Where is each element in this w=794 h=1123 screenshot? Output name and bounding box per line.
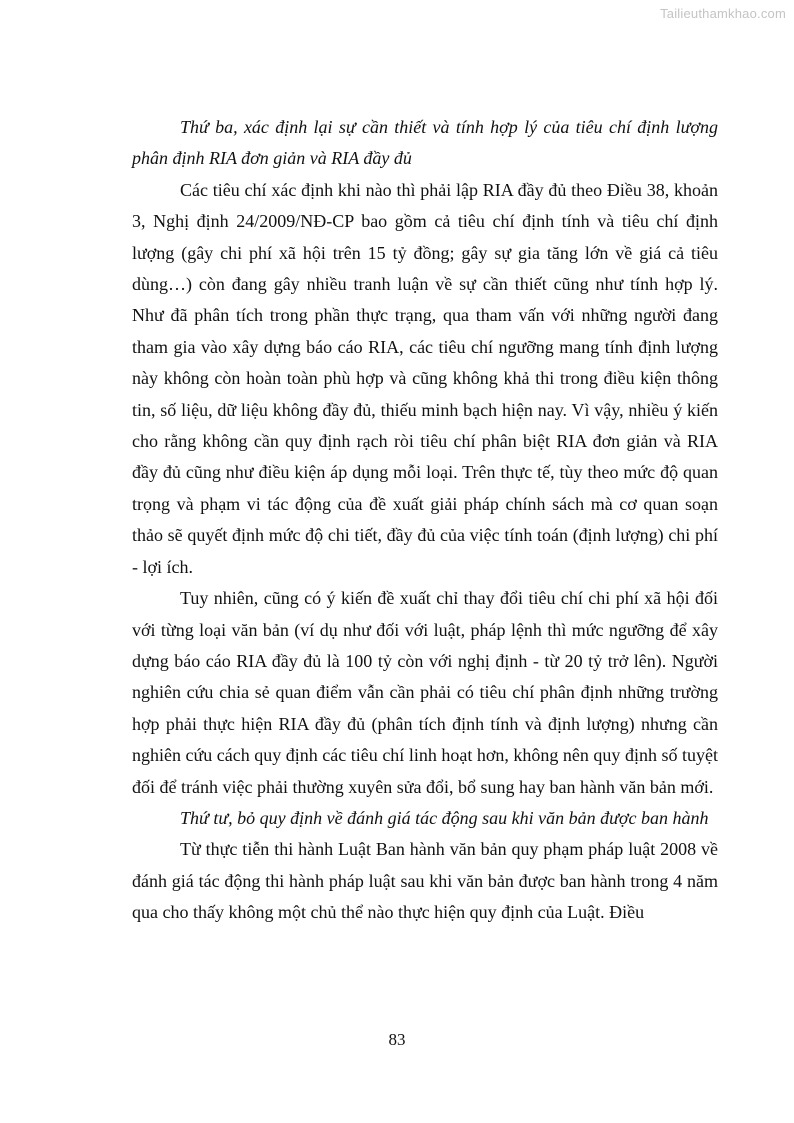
body-paragraph: Từ thực tiễn thi hành Luật Ban hành văn bản quy phạm pháp luật 2008 về đánh giá tác động thi hành pháp luật sau khi văn bản được ban hành trong 4 năm qua cho thấy không một chủ thể nào thực hiện quy định của Luật. Điều — [132, 839, 718, 923]
watermark-text: Tailieuthamkhao.com — [660, 6, 786, 21]
section-heading-thu-ba: Thứ ba, xác định lại sự cần thiết và tính hợp lý của tiêu chí định lượng phân định RIA đơn giản và RIA đầy đủ — [132, 117, 718, 169]
body-paragraph: Các tiêu chí xác định khi nào thì phải lập RIA đầy đủ theo Điều 38, khoản 3, Nghị định 24/2009/NĐ-CP bao gồm cả tiêu chí định tính và tiêu chí định lượng (gây chi phí xã hội trên 15 tỷ đồng; gây sự gia tăng lớn về giá cả tiêu dùng…) còn đang gây nhiều tranh luận về sự cần thiết cũng như tính hợp lý. Như đã phân tích trong phần thực trạng, qua tham vấn với những người đang tham gia vào xây dựng báo cáo RIA, các tiêu chí ngưỡng mang tính định lượng này không còn hoàn toàn phù hợp và cũng không khả thi trong điều kiện thông tin, số liệu, dữ liệu không đầy đủ, thiếu minh bạch hiện nay. Vì vậy, nhiều ý kiến cho rằng không cần quy định rạch ròi tiêu chí phân biệt RIA đơn giản và RIA đầy đủ cũng như điều kiện áp dụng mỗi loại. Trên thực tế, tùy theo mức độ quan trọng và phạm vi tác động của đề xuất giải pháp chính sách mà cơ quan soạn thảo sẽ quyết định mức độ chi tiết, đầy đủ của việc tính toán (định lượng) chi phí - lợi ích. — [132, 179, 718, 577]
body-paragraph: Tuy nhiên, cũng có ý kiến đề xuất chỉ thay đổi tiêu chí chi phí xã hội đối với từng loại văn bản (ví dụ như đối với luật, pháp lệnh thì mức ngưỡng để xây dựng báo cáo RIA đầy đủ là 100 tỷ còn với nghị định - từ 20 tỷ trở lên). Người nghiên cứu chia sẻ quan điểm vẫn cần phải có tiêu chí phân định những trường hợp phải thực hiện RIA đầy đủ (phân tích định tính và định lượng) nhưng cần nghiên cứu cách quy định các tiêu chí linh hoạt hơn, không nên quy định số tuyệt đối để tránh việc phải thường xuyên sửa đổi, bổ sung hay ban hành văn bản mới. — [132, 588, 718, 797]
section-heading-thu-tu: Thứ tư, bỏ quy định về đánh giá tác động sau khi văn bản được ban hành — [180, 807, 709, 828]
page-number: 83 — [388, 1030, 406, 1049]
page-body — [132, 112, 718, 929]
